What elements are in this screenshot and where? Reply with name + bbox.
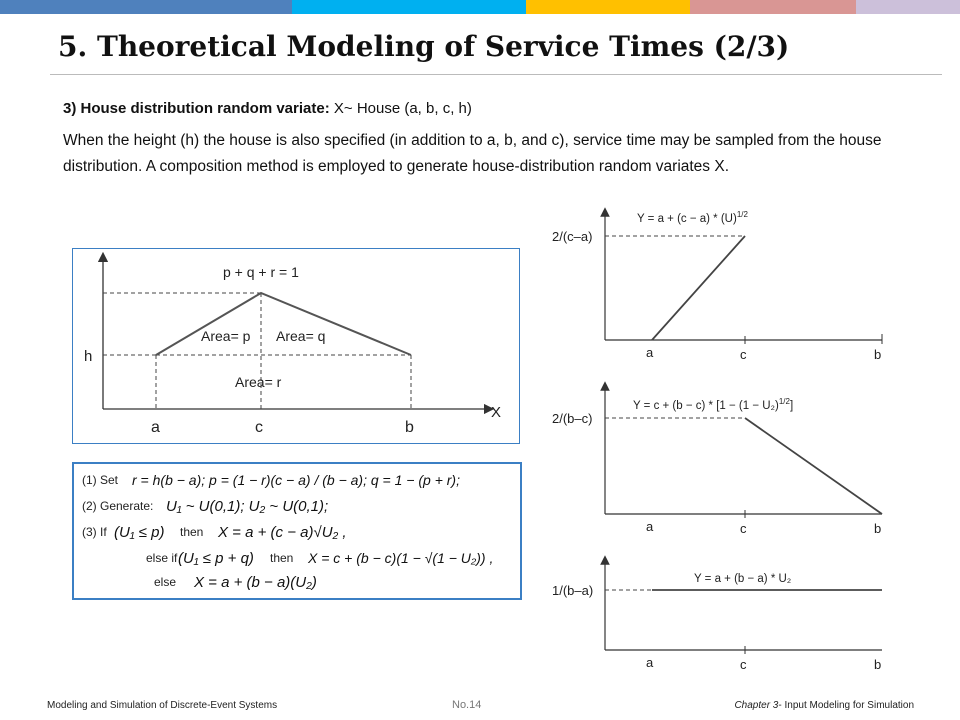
chart2-label-c: c — [740, 521, 747, 536]
chart3-label-a: a — [646, 655, 654, 670]
subheading-value: X~ House (a, b, c, h) — [333, 100, 472, 117]
house-distribution-figure — [72, 248, 520, 444]
chart2-formula-sup: 1/2 — [778, 397, 790, 406]
chart3-formula: Y = a + (b − a) * U₂ — [694, 573, 792, 585]
description-paragraph: When the height (h) the house is also specified (in addition to a, b, and c), service time may be sampled from the house distribution. A composition method is employed to generate house-distribution random variates X. — [63, 132, 882, 175]
color-segment-4 — [690, 0, 856, 14]
footer-course-title: Modeling and Simulation of Discrete-Event Systems — [47, 700, 278, 711]
chart1-label-c: c — [740, 347, 747, 362]
house-area-r: Area= r — [235, 374, 282, 390]
chart3-label-b: b — [874, 657, 882, 672]
step2-label: (2) Generate: — [82, 499, 154, 513]
then-2: then — [270, 551, 294, 565]
chart1-label-a: a — [646, 345, 654, 360]
chart-left-triangle — [552, 210, 882, 362]
chart1-formula-main: Y = a + (c − a) * (U) — [637, 213, 737, 225]
subheading — [63, 100, 472, 117]
house-tick-c: c — [255, 419, 263, 436]
algorithm-box — [72, 462, 522, 600]
chart2-label-b: b — [874, 521, 882, 536]
step3-formula-1: X = a + (c − a)√U₂ , — [218, 524, 347, 541]
footer-page-number: No.14 — [452, 699, 482, 711]
chart1-formula — [637, 210, 748, 225]
chart2-formula-main: Y = c + (b − c) * [1 − (1 − U₂) — [633, 400, 779, 412]
chart2-formula-end: ] — [789, 400, 794, 412]
chart-uniform — [552, 560, 882, 672]
chart1-ylabel: 2/(c–a) — [552, 229, 593, 244]
step3-condition: (U₁ ≤ p) — [114, 524, 165, 541]
then-1: then — [180, 525, 204, 539]
color-segment-2 — [292, 0, 526, 14]
chart1-formula-sup: 1/2 — [736, 210, 748, 219]
step3-label: (3) If — [82, 525, 107, 539]
color-segment-3 — [526, 0, 690, 14]
color-segment-5 — [856, 0, 960, 14]
chart2-label-a: a — [646, 519, 654, 534]
else-label: else — [154, 575, 177, 589]
subheading-label: 3) House distribution random variate: — [63, 100, 330, 117]
else-if-label: else if — [146, 551, 178, 565]
footer-chapter-number: Chapter 3 — [734, 700, 779, 711]
chart-right-triangle — [552, 386, 882, 536]
house-roof — [156, 293, 411, 355]
header-color-bar — [0, 0, 960, 14]
house-x-label: X — [491, 404, 502, 421]
chart2-ylabel: 2/(b–c) — [552, 411, 593, 426]
step3-formula-3: X = a + (b − a)(U₂) — [194, 574, 317, 591]
house-tick-a: a — [151, 419, 160, 436]
chart3-ylabel: 1/(b–a) — [552, 583, 594, 598]
chart2-density-line — [745, 418, 882, 514]
slide-title: 5. Theoretical Modeling of Service Times (2/3) — [58, 30, 790, 63]
title-divider — [50, 74, 942, 75]
house-area-p: Area= p — [201, 328, 251, 344]
step1-label: (1) Set — [82, 473, 119, 487]
house-area-q: Area= q — [276, 328, 326, 344]
house-y-label: h — [84, 348, 93, 365]
step3-condition-2: (U₁ ≤ p + q) — [178, 550, 254, 567]
chart1-label-b: b — [874, 347, 882, 362]
footer-chapter — [734, 700, 914, 711]
density-charts — [540, 200, 950, 680]
chart2-formula — [633, 397, 793, 412]
step2-formula: U₁ ~ U(0,1); U₂ ~ U(0,1); — [166, 498, 329, 515]
step1-formula: r = h(b − a); p = (1 − r)(c − a) / (b − a); q = 1 − (p + r); — [132, 472, 460, 488]
house-sum-label: p + q + r = 1 — [223, 264, 299, 280]
footer-chapter-title: - Input Modeling for Simulation — [778, 700, 914, 711]
house-tick-b: b — [405, 419, 414, 436]
color-segment-1 — [0, 0, 292, 14]
chart1-density-line — [652, 236, 745, 340]
step3-formula-2: X = c + (b − c)(1 − √(1 − U₂)) , — [308, 550, 494, 566]
chart3-label-c: c — [740, 657, 747, 672]
